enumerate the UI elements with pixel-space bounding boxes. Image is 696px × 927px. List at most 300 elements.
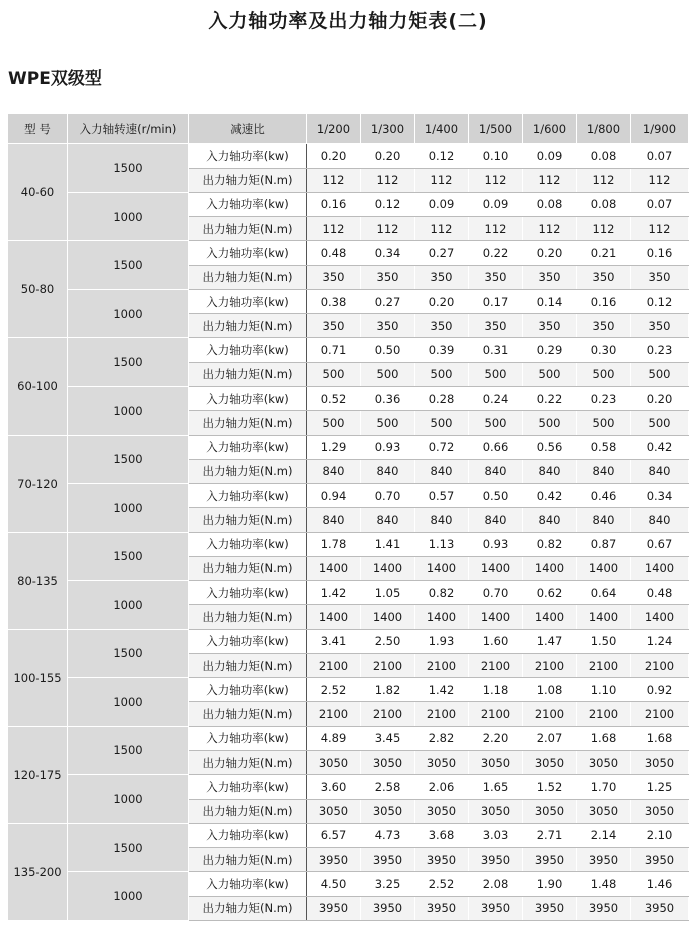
torque-value-cell: 112 <box>361 168 415 192</box>
output-torque-label: 出力轴力矩(N.m) <box>189 556 307 580</box>
torque-value-cell: 500 <box>361 411 415 435</box>
output-torque-label: 出力轴力矩(N.m) <box>189 653 307 677</box>
torque-value-cell: 500 <box>361 362 415 386</box>
power-value-cell: 0.71 <box>307 338 361 362</box>
torque-value-cell: 840 <box>577 459 631 483</box>
output-torque-label: 出力轴力矩(N.m) <box>189 411 307 435</box>
table-row <box>8 435 689 459</box>
speed-cell: 1000 <box>68 678 189 727</box>
torque-value-cell: 500 <box>577 411 631 435</box>
table-row <box>8 338 689 362</box>
power-value-cell: 1.52 <box>523 775 577 799</box>
speed-cell: 1500 <box>68 338 189 387</box>
power-value-cell: 3.45 <box>361 726 415 750</box>
torque-value-cell: 2100 <box>469 702 523 726</box>
power-value-cell: 0.64 <box>577 581 631 605</box>
power-value-cell: 4.50 <box>307 872 361 896</box>
power-value-cell: 0.22 <box>523 386 577 410</box>
power-value-cell: 0.58 <box>577 435 631 459</box>
power-value-cell: 0.36 <box>361 386 415 410</box>
torque-value-cell: 350 <box>631 314 689 338</box>
torque-value-cell: 3950 <box>577 848 631 872</box>
torque-value-cell: 500 <box>415 362 469 386</box>
power-value-cell: 0.12 <box>361 192 415 216</box>
torque-value-cell: 3050 <box>469 799 523 823</box>
power-value-cell: 2.50 <box>361 629 415 653</box>
torque-value-cell: 1400 <box>469 556 523 580</box>
table-row <box>8 241 689 265</box>
power-value-cell: 1.60 <box>469 629 523 653</box>
header-cell-1-200: 1/200 <box>307 114 361 144</box>
torque-value-cell: 2100 <box>523 653 577 677</box>
section-title: WPE双级型 <box>8 69 102 89</box>
output-torque-label: 出力轴力矩(N.m) <box>189 217 307 241</box>
torque-value-cell: 3950 <box>415 896 469 920</box>
torque-value-cell: 350 <box>469 314 523 338</box>
torque-value-cell: 3050 <box>631 799 689 823</box>
torque-value-cell: 2100 <box>631 653 689 677</box>
power-value-cell: 0.39 <box>415 338 469 362</box>
power-value-cell: 0.08 <box>523 192 577 216</box>
torque-value-cell: 3950 <box>307 896 361 920</box>
torque-value-cell: 500 <box>577 362 631 386</box>
output-torque-label: 出力轴力矩(N.m) <box>189 896 307 920</box>
power-value-cell: 0.27 <box>361 289 415 313</box>
torque-value-cell: 2100 <box>577 653 631 677</box>
power-value-cell: 0.07 <box>631 192 689 216</box>
torque-value-cell: 500 <box>307 362 361 386</box>
torque-value-cell: 3050 <box>361 799 415 823</box>
torque-value-cell: 1400 <box>523 556 577 580</box>
speed-cell: 1000 <box>68 872 189 921</box>
torque-value-cell: 840 <box>361 459 415 483</box>
input-power-label: 入力轴功率(kw) <box>189 386 307 410</box>
table-row <box>8 532 689 556</box>
model-cell: 80-135 <box>8 532 68 629</box>
table-row <box>8 581 689 605</box>
power-value-cell: 0.07 <box>631 144 689 168</box>
torque-value-cell: 1400 <box>307 556 361 580</box>
speed-cell: 1500 <box>68 629 189 678</box>
power-value-cell: 0.38 <box>307 289 361 313</box>
power-value-cell: 0.70 <box>361 484 415 508</box>
table-row <box>8 872 689 896</box>
torque-value-cell: 3950 <box>361 896 415 920</box>
power-value-cell: 0.92 <box>631 678 689 702</box>
header-cell-1-600: 1/600 <box>523 114 577 144</box>
power-value-cell: 0.31 <box>469 338 523 362</box>
torque-value-cell: 350 <box>469 265 523 289</box>
header-cell-1-500: 1/500 <box>469 114 523 144</box>
torque-value-cell: 2100 <box>469 653 523 677</box>
torque-value-cell: 840 <box>415 508 469 532</box>
table-row <box>8 678 689 702</box>
power-value-cell: 1.50 <box>577 629 631 653</box>
torque-value-cell: 3950 <box>523 896 577 920</box>
power-value-cell: 0.42 <box>523 484 577 508</box>
input-power-label: 入力轴功率(kw) <box>189 823 307 847</box>
power-value-cell: 3.41 <box>307 629 361 653</box>
power-value-cell: 2.08 <box>469 872 523 896</box>
power-value-cell: 1.18 <box>469 678 523 702</box>
table-row <box>8 289 689 313</box>
torque-value-cell: 3950 <box>415 848 469 872</box>
table-row <box>8 823 689 847</box>
header-cell-speed: 入力轴转速(r/min) <box>68 114 189 144</box>
torque-value-cell: 2100 <box>361 653 415 677</box>
torque-value-cell: 840 <box>631 459 689 483</box>
torque-value-cell: 3950 <box>631 896 689 920</box>
torque-value-cell: 500 <box>469 362 523 386</box>
power-value-cell: 0.16 <box>577 289 631 313</box>
speed-cell: 1000 <box>68 581 189 630</box>
input-power-label: 入力轴功率(kw) <box>189 144 307 168</box>
torque-value-cell: 350 <box>307 265 361 289</box>
torque-value-cell: 112 <box>415 217 469 241</box>
power-value-cell: 2.58 <box>361 775 415 799</box>
table-row <box>8 386 689 410</box>
torque-value-cell: 2100 <box>307 702 361 726</box>
power-value-cell: 2.52 <box>415 872 469 896</box>
torque-value-cell: 350 <box>523 265 577 289</box>
power-value-cell: 2.10 <box>631 823 689 847</box>
power-value-cell: 2.07 <box>523 726 577 750</box>
power-value-cell: 1.46 <box>631 872 689 896</box>
speed-cell: 1500 <box>68 144 189 193</box>
input-power-label: 入力轴功率(kw) <box>189 678 307 702</box>
torque-value-cell: 112 <box>469 217 523 241</box>
power-value-cell: 4.73 <box>361 823 415 847</box>
torque-value-cell: 500 <box>631 362 689 386</box>
torque-value-cell: 2100 <box>415 653 469 677</box>
table-row <box>8 192 689 216</box>
output-torque-label: 出力轴力矩(N.m) <box>189 168 307 192</box>
power-value-cell: 0.20 <box>307 144 361 168</box>
power-value-cell: 1.25 <box>631 775 689 799</box>
torque-value-cell: 3050 <box>307 799 361 823</box>
power-value-cell: 0.48 <box>631 581 689 605</box>
torque-value-cell: 350 <box>415 314 469 338</box>
torque-value-cell: 112 <box>415 168 469 192</box>
torque-value-cell: 840 <box>415 459 469 483</box>
torque-value-cell: 2100 <box>523 702 577 726</box>
torque-value-cell: 3050 <box>523 799 577 823</box>
torque-value-cell: 3950 <box>361 848 415 872</box>
power-value-cell: 0.21 <box>577 241 631 265</box>
torque-value-cell: 500 <box>307 411 361 435</box>
power-value-cell: 0.09 <box>523 144 577 168</box>
power-value-cell: 2.20 <box>469 726 523 750</box>
power-value-cell: 1.42 <box>415 678 469 702</box>
power-value-cell: 1.68 <box>577 726 631 750</box>
power-value-cell: 0.87 <box>577 532 631 556</box>
torque-value-cell: 112 <box>631 217 689 241</box>
input-power-label: 入力轴功率(kw) <box>189 338 307 362</box>
torque-value-cell: 1400 <box>631 556 689 580</box>
header-cell-1-800: 1/800 <box>577 114 631 144</box>
power-value-cell: 0.93 <box>469 532 523 556</box>
table-row <box>8 629 689 653</box>
torque-value-cell: 1400 <box>631 605 689 629</box>
table-row <box>8 775 689 799</box>
speed-cell: 1500 <box>68 726 189 775</box>
power-value-cell: 1.08 <box>523 678 577 702</box>
torque-value-cell: 3050 <box>361 750 415 774</box>
power-value-cell: 0.20 <box>631 386 689 410</box>
power-value-cell: 0.66 <box>469 435 523 459</box>
power-value-cell: 0.16 <box>307 192 361 216</box>
torque-value-cell: 840 <box>577 508 631 532</box>
power-value-cell: 0.62 <box>523 581 577 605</box>
power-value-cell: 0.57 <box>415 484 469 508</box>
power-value-cell: 0.67 <box>631 532 689 556</box>
torque-value-cell: 112 <box>523 168 577 192</box>
torque-value-cell: 500 <box>469 411 523 435</box>
power-value-cell: 0.48 <box>307 241 361 265</box>
torque-value-cell: 500 <box>631 411 689 435</box>
torque-value-cell: 2100 <box>631 702 689 726</box>
power-value-cell: 0.10 <box>469 144 523 168</box>
speed-cell: 1500 <box>68 241 189 290</box>
power-value-cell: 0.82 <box>523 532 577 556</box>
power-value-cell: 0.34 <box>631 484 689 508</box>
torque-value-cell: 3950 <box>469 896 523 920</box>
power-value-cell: 1.82 <box>361 678 415 702</box>
power-value-cell: 0.50 <box>469 484 523 508</box>
torque-value-cell: 112 <box>523 217 577 241</box>
torque-value-cell: 112 <box>631 168 689 192</box>
power-value-cell: 0.16 <box>631 241 689 265</box>
input-power-label: 入力轴功率(kw) <box>189 289 307 313</box>
input-power-label: 入力轴功率(kw) <box>189 775 307 799</box>
power-value-cell: 2.14 <box>577 823 631 847</box>
power-value-cell: 2.82 <box>415 726 469 750</box>
torque-value-cell: 350 <box>577 265 631 289</box>
output-torque-label: 出力轴力矩(N.m) <box>189 362 307 386</box>
torque-value-cell: 840 <box>631 508 689 532</box>
model-cell: 60-100 <box>8 338 68 435</box>
header-cell-model: 型 号 <box>8 114 68 144</box>
torque-value-cell: 500 <box>415 411 469 435</box>
torque-value-cell: 350 <box>361 265 415 289</box>
power-value-cell: 0.09 <box>415 192 469 216</box>
power-value-cell: 2.06 <box>415 775 469 799</box>
torque-value-cell: 840 <box>361 508 415 532</box>
power-value-cell: 1.65 <box>469 775 523 799</box>
torque-value-cell: 500 <box>523 411 577 435</box>
power-value-cell: 2.52 <box>307 678 361 702</box>
power-value-cell: 1.48 <box>577 872 631 896</box>
power-value-cell: 0.12 <box>415 144 469 168</box>
torque-value-cell: 2100 <box>307 653 361 677</box>
torque-value-cell: 350 <box>307 314 361 338</box>
power-value-cell: 1.41 <box>361 532 415 556</box>
torque-value-cell: 112 <box>577 217 631 241</box>
power-value-cell: 0.52 <box>307 386 361 410</box>
torque-value-cell: 1400 <box>577 605 631 629</box>
power-value-cell: 0.46 <box>577 484 631 508</box>
speed-cell: 1500 <box>68 532 189 581</box>
torque-value-cell: 3050 <box>631 750 689 774</box>
table-row <box>8 484 689 508</box>
speed-cell: 1000 <box>68 289 189 338</box>
torque-value-cell: 1400 <box>361 556 415 580</box>
power-value-cell: 3.60 <box>307 775 361 799</box>
input-power-label: 入力轴功率(kw) <box>189 629 307 653</box>
speed-cell: 1000 <box>68 386 189 435</box>
output-torque-label: 出力轴力矩(N.m) <box>189 799 307 823</box>
power-value-cell: 1.78 <box>307 532 361 556</box>
output-torque-label: 出力轴力矩(N.m) <box>189 848 307 872</box>
power-value-cell: 0.08 <box>577 144 631 168</box>
power-value-cell: 1.13 <box>415 532 469 556</box>
power-value-cell: 0.34 <box>361 241 415 265</box>
page-title: 入力轴功率及出力轴力矩表(二) <box>208 10 488 32</box>
power-value-cell: 1.90 <box>523 872 577 896</box>
torque-value-cell: 350 <box>415 265 469 289</box>
model-cell: 50-80 <box>8 241 68 338</box>
model-cell: 135-200 <box>8 823 68 920</box>
torque-value-cell: 1400 <box>577 556 631 580</box>
power-value-cell: 0.27 <box>415 241 469 265</box>
torque-value-cell: 3050 <box>307 750 361 774</box>
power-value-cell: 2.71 <box>523 823 577 847</box>
torque-value-cell: 1400 <box>415 556 469 580</box>
header-cell-1-900: 1/900 <box>631 114 689 144</box>
output-torque-label: 出力轴力矩(N.m) <box>189 702 307 726</box>
power-value-cell: 0.09 <box>469 192 523 216</box>
power-value-cell: 0.29 <box>523 338 577 362</box>
header-cell-1-300: 1/300 <box>361 114 415 144</box>
power-value-cell: 0.23 <box>577 386 631 410</box>
power-value-cell: 0.14 <box>523 289 577 313</box>
power-value-cell: 6.57 <box>307 823 361 847</box>
power-value-cell: 0.70 <box>469 581 523 605</box>
power-value-cell: 1.10 <box>577 678 631 702</box>
output-torque-label: 出力轴力矩(N.m) <box>189 459 307 483</box>
table-body <box>8 114 689 921</box>
power-value-cell: 0.56 <box>523 435 577 459</box>
torque-value-cell: 3950 <box>631 848 689 872</box>
power-value-cell: 0.23 <box>631 338 689 362</box>
table-header-row <box>8 114 689 144</box>
input-power-label: 入力轴功率(kw) <box>189 581 307 605</box>
torque-value-cell: 350 <box>523 314 577 338</box>
input-power-label: 入力轴功率(kw) <box>189 726 307 750</box>
power-value-cell: 1.24 <box>631 629 689 653</box>
torque-value-cell: 1400 <box>307 605 361 629</box>
power-torque-table <box>7 113 689 921</box>
table-row <box>8 144 689 168</box>
power-value-cell: 0.93 <box>361 435 415 459</box>
power-value-cell: 0.28 <box>415 386 469 410</box>
output-torque-label: 出力轴力矩(N.m) <box>189 605 307 629</box>
power-value-cell: 0.12 <box>631 289 689 313</box>
power-value-cell: 0.20 <box>361 144 415 168</box>
torque-value-cell: 3050 <box>415 750 469 774</box>
speed-cell: 1500 <box>68 823 189 872</box>
output-torque-label: 出力轴力矩(N.m) <box>189 265 307 289</box>
power-value-cell: 1.29 <box>307 435 361 459</box>
torque-value-cell: 3950 <box>307 848 361 872</box>
power-value-cell: 0.20 <box>523 241 577 265</box>
power-value-cell: 0.82 <box>415 581 469 605</box>
power-value-cell: 1.42 <box>307 581 361 605</box>
torque-value-cell: 112 <box>307 168 361 192</box>
power-value-cell: 3.68 <box>415 823 469 847</box>
power-value-cell: 0.24 <box>469 386 523 410</box>
power-value-cell: 0.20 <box>415 289 469 313</box>
torque-value-cell: 500 <box>523 362 577 386</box>
power-value-cell: 1.47 <box>523 629 577 653</box>
input-power-label: 入力轴功率(kw) <box>189 484 307 508</box>
torque-value-cell: 840 <box>523 508 577 532</box>
power-value-cell: 0.50 <box>361 338 415 362</box>
speed-cell: 1000 <box>68 484 189 533</box>
power-value-cell: 1.70 <box>577 775 631 799</box>
torque-value-cell: 1400 <box>523 605 577 629</box>
power-value-cell: 1.68 <box>631 726 689 750</box>
torque-value-cell: 3050 <box>469 750 523 774</box>
power-value-cell: 0.17 <box>469 289 523 313</box>
power-value-cell: 0.94 <box>307 484 361 508</box>
output-torque-label: 出力轴力矩(N.m) <box>189 314 307 338</box>
header-cell-ratio: 减速比 <box>189 114 307 144</box>
power-value-cell: 3.03 <box>469 823 523 847</box>
output-torque-label: 出力轴力矩(N.m) <box>189 750 307 774</box>
torque-value-cell: 840 <box>523 459 577 483</box>
torque-value-cell: 1400 <box>361 605 415 629</box>
torque-value-cell: 840 <box>307 459 361 483</box>
torque-value-cell: 3050 <box>523 750 577 774</box>
torque-value-cell: 3050 <box>415 799 469 823</box>
torque-value-cell: 3950 <box>523 848 577 872</box>
torque-value-cell: 3050 <box>577 799 631 823</box>
model-cell: 100-155 <box>8 629 68 726</box>
model-cell: 70-120 <box>8 435 68 532</box>
torque-value-cell: 2100 <box>361 702 415 726</box>
power-value-cell: 0.42 <box>631 435 689 459</box>
torque-value-cell: 350 <box>631 265 689 289</box>
torque-value-cell: 112 <box>361 217 415 241</box>
torque-value-cell: 840 <box>469 508 523 532</box>
torque-value-cell: 112 <box>307 217 361 241</box>
torque-value-cell: 1400 <box>415 605 469 629</box>
power-value-cell: 0.30 <box>577 338 631 362</box>
speed-cell: 1000 <box>68 775 189 824</box>
power-value-cell: 0.08 <box>577 192 631 216</box>
torque-value-cell: 3950 <box>577 896 631 920</box>
model-cell: 120-175 <box>8 726 68 823</box>
power-value-cell: 1.05 <box>361 581 415 605</box>
torque-value-cell: 840 <box>307 508 361 532</box>
power-value-cell: 4.89 <box>307 726 361 750</box>
input-power-label: 入力轴功率(kw) <box>189 532 307 556</box>
input-power-label: 入力轴功率(kw) <box>189 872 307 896</box>
model-cell: 40-60 <box>8 144 68 241</box>
torque-value-cell: 3050 <box>577 750 631 774</box>
torque-value-cell: 1400 <box>469 605 523 629</box>
input-power-label: 入力轴功率(kw) <box>189 192 307 216</box>
torque-value-cell: 350 <box>577 314 631 338</box>
torque-value-cell: 2100 <box>577 702 631 726</box>
power-value-cell: 0.22 <box>469 241 523 265</box>
speed-cell: 1500 <box>68 435 189 484</box>
speed-cell: 1000 <box>68 192 189 241</box>
torque-value-cell: 112 <box>469 168 523 192</box>
power-value-cell: 0.72 <box>415 435 469 459</box>
output-torque-label: 出力轴力矩(N.m) <box>189 508 307 532</box>
